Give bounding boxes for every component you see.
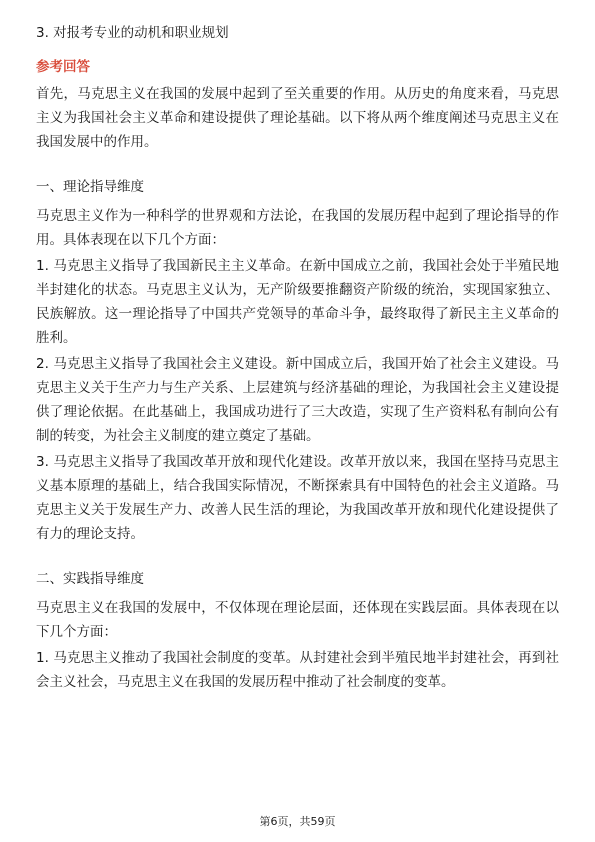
- section2-heading: 二、实践指导维度: [36, 571, 144, 587]
- answer-label: 参考回答: [36, 59, 90, 75]
- document-page: [36, 22, 559, 696]
- section1-lead: 马克思主义作为一种科学的世界观和方法论，在我国的发展历程中起到了理论指导的作用。具体表现在以下几个方面：: [36, 208, 559, 248]
- section1-heading: 一、理论指导维度: [36, 179, 144, 195]
- section1-point-2: 2. 马克思主义指导了我国社会主义建设。新中国成立后，我国开始了社会主义建设。马克思主义关于生产力与生产关系、上层建筑与经济基础的理论，为我国社会主义建设提供了理论依据。在此基础上，我国成功进行了三大改造，实现了生产资料私有制向公有制的转变，为社会主义制度的建立奠定了基础。: [36, 356, 559, 444]
- section2-point-1: 1. 马克思主义推动了我国社会制度的变革。从封建社会到半殖民地半封建社会，再到社会主义社会，马克思主义在我国的发展历程中推动了社会制度的变革。: [36, 650, 559, 690]
- intro-paragraph: 首先，马克思主义在我国的发展中起到了至关重要的作用。从历史的角度来看，马克思主义为我国社会主义革命和建设提供了理论基础。以下将从两个维度阐述马克思主义在我国发展中的作用。: [36, 86, 559, 150]
- section2-lead: 马克思主义在我国的发展中，不仅体现在理论层面，还体现在实践层面。具体表现在以下几个方面：: [36, 600, 559, 640]
- page-footer: 第6页，共59页: [259, 815, 336, 828]
- section1-point-1: 1. 马克思主义指导了我国新民主主义革命。在新中国成立之前，我国社会处于半殖民地半封建化的状态。马克思主义认为，无产阶级要推翻资产阶级的统治，实现国家独立、民族解放。这一理论指导了中国共产党领导的革命斗争，最终取得了新民主主义革命的胜利。: [36, 258, 559, 346]
- question-title: 3. 对报考专业的动机和职业规划: [36, 25, 229, 41]
- section1-point-3: 3. 马克思主义指导了我国改革开放和现代化建设。改革开放以来，我国在坚持马克思主义基本原理的基础上，结合我国实际情况，不断探索具有中国特色的社会主义道路。马克思主义关于发展生产力、改善人民生活的理论，为我国改革开放和现代化建设提供了有力的理论支持。: [36, 454, 559, 542]
